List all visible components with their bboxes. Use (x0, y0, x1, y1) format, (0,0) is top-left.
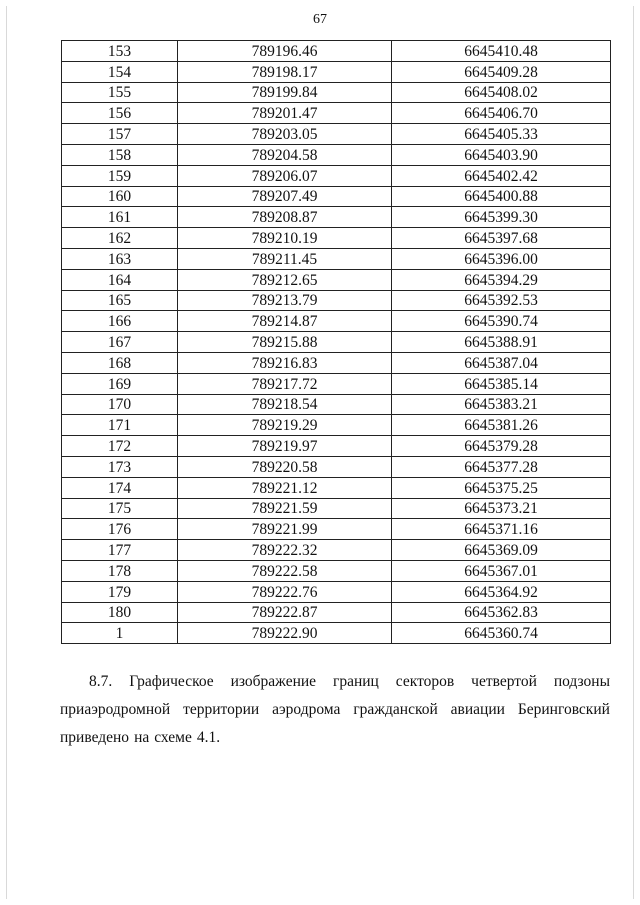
x-coordinate-cell: 789204.58 (178, 144, 392, 165)
point-number-cell: 180 (62, 602, 178, 623)
paragraph-word: Графическое (129, 673, 214, 690)
x-coordinate-cell: 789221.99 (178, 519, 392, 540)
point-number-cell: 176 (62, 519, 178, 540)
point-number-cell: 171 (62, 415, 178, 436)
point-number-cell: 159 (62, 165, 178, 186)
point-number-cell: 153 (62, 41, 178, 62)
y-coordinate-cell: 6645406.70 (392, 103, 611, 124)
point-number-cell: 175 (62, 498, 178, 519)
x-coordinate-cell: 789208.87 (178, 207, 392, 228)
table-row (62, 207, 611, 228)
y-coordinate-cell: 6645362.83 (392, 602, 611, 623)
coordinates-table (61, 40, 611, 644)
y-coordinate-cell: 6645373.21 (392, 498, 611, 519)
paragraph-word: на (134, 729, 150, 746)
point-number-cell: 163 (62, 248, 178, 269)
table-row (62, 436, 611, 457)
point-number-cell: 177 (62, 540, 178, 561)
table-row (62, 623, 611, 644)
paragraph-word: схеме (154, 729, 192, 746)
table-row (62, 602, 611, 623)
table-row (62, 352, 611, 373)
x-coordinate-cell: 789221.59 (178, 498, 392, 519)
paragraph-word: секторов (395, 673, 455, 690)
point-number-cell: 155 (62, 82, 178, 103)
x-coordinate-cell: 789207.49 (178, 186, 392, 207)
x-coordinate-cell: 789196.46 (178, 41, 392, 62)
point-number-cell: 166 (62, 311, 178, 332)
point-number-cell: 168 (62, 352, 178, 373)
table-row (62, 332, 611, 353)
y-coordinate-cell: 6645399.30 (392, 207, 611, 228)
point-number-cell: 157 (62, 124, 178, 145)
point-number-cell: 161 (62, 207, 178, 228)
y-coordinate-cell: 6645369.09 (392, 540, 611, 561)
y-coordinate-cell: 6645367.01 (392, 560, 611, 581)
point-number-cell: 172 (62, 436, 178, 457)
table-row (62, 248, 611, 269)
point-number-cell: 167 (62, 332, 178, 353)
paragraph-word: изображение (230, 673, 317, 690)
table-row (62, 373, 611, 394)
point-number-cell: 154 (62, 61, 178, 82)
table-row (62, 519, 611, 540)
table-row (62, 61, 611, 82)
y-coordinate-cell: 6645400.88 (392, 186, 611, 207)
point-number-cell: 156 (62, 103, 178, 124)
paragraph-word: аэродрома (272, 701, 341, 718)
paragraph-line-1 (60, 668, 610, 696)
y-coordinate-cell: 6645387.04 (392, 352, 611, 373)
x-coordinate-cell: 789222.90 (178, 623, 392, 644)
y-coordinate-cell: 6645388.91 (392, 332, 611, 353)
table-row (62, 124, 611, 145)
x-coordinate-cell: 789219.97 (178, 436, 392, 457)
y-coordinate-cell: 6645383.21 (392, 394, 611, 415)
table-row (62, 456, 611, 477)
table-row (62, 165, 611, 186)
point-number-cell: 169 (62, 373, 178, 394)
x-coordinate-cell: 789213.79 (178, 290, 392, 311)
paragraph-line-2 (60, 696, 610, 724)
x-coordinate-cell: 789206.07 (178, 165, 392, 186)
x-coordinate-cell: 789210.19 (178, 228, 392, 249)
paragraph-word: четвертой (471, 673, 537, 690)
y-coordinate-cell: 6645364.92 (392, 581, 611, 602)
x-coordinate-cell: 789201.47 (178, 103, 392, 124)
point-number-cell: 165 (62, 290, 178, 311)
x-coordinate-cell: 789199.84 (178, 82, 392, 103)
point-number-cell: 158 (62, 144, 178, 165)
x-coordinate-cell: 789220.58 (178, 456, 392, 477)
x-coordinate-cell: 789198.17 (178, 61, 392, 82)
point-number-cell: 162 (62, 228, 178, 249)
y-coordinate-cell: 6645397.68 (392, 228, 611, 249)
y-coordinate-cell: 6645381.26 (392, 415, 611, 436)
y-coordinate-cell: 6645377.28 (392, 456, 611, 477)
paragraph-word: приаэродромной (60, 701, 171, 718)
section-paragraph (60, 668, 610, 752)
table-row (62, 186, 611, 207)
point-number-cell: 170 (62, 394, 178, 415)
point-number-cell: 174 (62, 477, 178, 498)
table-row (62, 560, 611, 581)
x-coordinate-cell: 789216.83 (178, 352, 392, 373)
x-coordinate-cell: 789222.76 (178, 581, 392, 602)
x-coordinate-cell: 789218.54 (178, 394, 392, 415)
coordinates-table-body (62, 41, 611, 644)
paragraph-word: авиации (450, 701, 505, 718)
table-row (62, 540, 611, 561)
x-coordinate-cell: 789217.72 (178, 373, 392, 394)
table-row (62, 394, 611, 415)
y-coordinate-cell: 6645371.16 (392, 519, 611, 540)
y-coordinate-cell: 6645410.48 (392, 41, 611, 62)
paragraph-word: территории (183, 701, 260, 718)
y-coordinate-cell: 6645379.28 (392, 436, 611, 457)
x-coordinate-cell: 789222.32 (178, 540, 392, 561)
x-coordinate-cell: 789219.29 (178, 415, 392, 436)
y-coordinate-cell: 6645360.74 (392, 623, 611, 644)
y-coordinate-cell: 6645409.28 (392, 61, 611, 82)
table-row (62, 477, 611, 498)
table-row (62, 498, 611, 519)
y-coordinate-cell: 6645394.29 (392, 269, 611, 290)
y-coordinate-cell: 6645390.74 (392, 311, 611, 332)
y-coordinate-cell: 6645405.33 (392, 124, 611, 145)
x-coordinate-cell: 789211.45 (178, 248, 392, 269)
table-row (62, 228, 611, 249)
paragraph-word: гражданской (353, 701, 438, 718)
y-coordinate-cell: 6645402.42 (392, 165, 611, 186)
paragraph-line-3 (60, 724, 610, 752)
table-row (62, 144, 611, 165)
table-row (62, 269, 611, 290)
table-row (62, 290, 611, 311)
table-row (62, 103, 611, 124)
y-coordinate-cell: 6645392.53 (392, 290, 611, 311)
y-coordinate-cell: 6645396.00 (392, 248, 611, 269)
paragraph-word: Беринговский (517, 701, 610, 718)
point-number-cell: 178 (62, 560, 178, 581)
paragraph-word: подзоны (553, 673, 610, 690)
x-coordinate-cell: 789222.87 (178, 602, 392, 623)
table-row (62, 82, 611, 103)
y-coordinate-cell: 6645375.25 (392, 477, 611, 498)
x-coordinate-cell: 789214.87 (178, 311, 392, 332)
point-number-cell: 1 (62, 623, 178, 644)
paragraph-word: 8.7. (89, 673, 113, 690)
x-coordinate-cell: 789203.05 (178, 124, 392, 145)
x-coordinate-cell: 789215.88 (178, 332, 392, 353)
y-coordinate-cell: 6645408.02 (392, 82, 611, 103)
table-row (62, 41, 611, 62)
y-coordinate-cell: 6645403.90 (392, 144, 611, 165)
point-number-cell: 179 (62, 581, 178, 602)
table-row (62, 581, 611, 602)
y-coordinate-cell: 6645385.14 (392, 373, 611, 394)
point-number-cell: 164 (62, 269, 178, 290)
x-coordinate-cell: 789222.58 (178, 560, 392, 581)
table-row (62, 415, 611, 436)
page-number: 67 (313, 12, 327, 27)
paragraph-word: границ (332, 673, 379, 690)
paragraph-word: приведено (60, 729, 130, 746)
point-number-cell: 173 (62, 456, 178, 477)
x-coordinate-cell: 789212.65 (178, 269, 392, 290)
paragraph-word: 4.1. (196, 729, 221, 746)
x-coordinate-cell: 789221.12 (178, 477, 392, 498)
table-row (62, 311, 611, 332)
point-number-cell: 160 (62, 186, 178, 207)
